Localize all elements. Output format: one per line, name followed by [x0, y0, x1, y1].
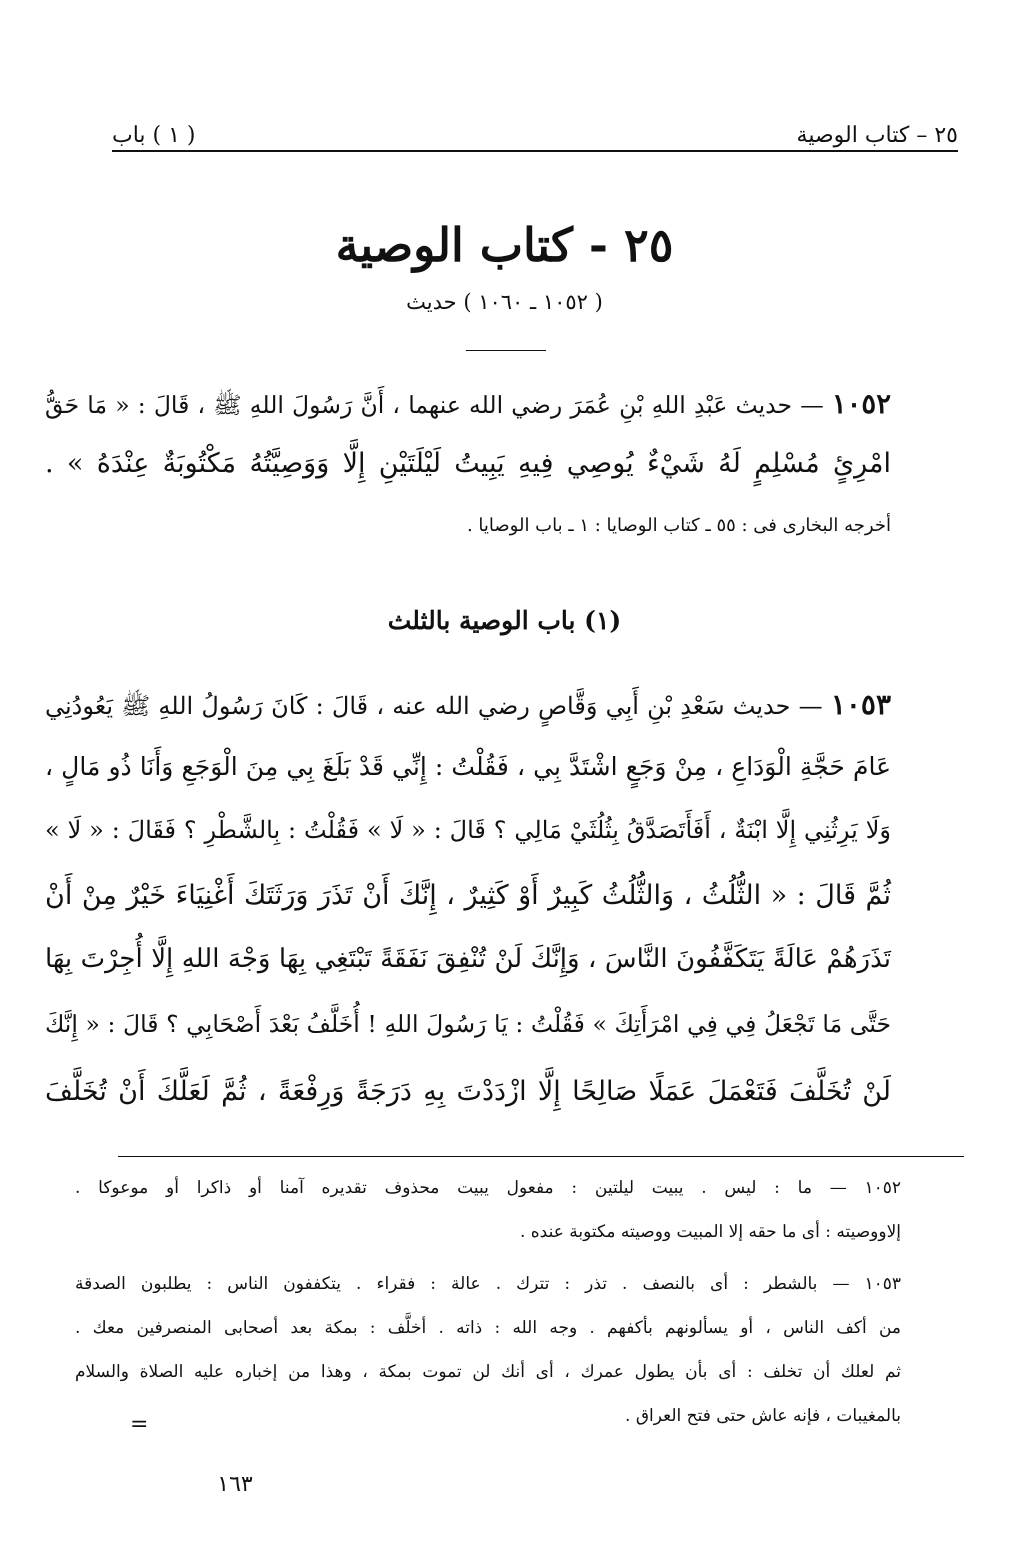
hadith-1053-line-1 [45, 688, 891, 726]
note-1053-line-4: بالمغيبات ، فإنه عاش حتى فتح العراق . [625, 1406, 901, 1426]
hadith-1053-line-5: تَذَرَهُمْ عَالَةً يَتَكَفَّفُونَ النَّاسَ ، وَإِنَّكَ لَنْ تُنْفِقَ نَفَقَةً تَبْتَغِي بِهَا وَجْهَ اللهِ إِلَّا أُجِرْتَ بِهَا [45, 944, 891, 974]
header-chapter: ٢٥ – كتاب الوصية [796, 123, 958, 148]
continuation-mark: = [130, 1412, 149, 1437]
hadith-1052-line-1 [45, 388, 891, 425]
hadith-1053-line-3: وَلَا يَرِثُنِي إِلَّا ابْنَةٌ ، أَفَأَتَصَدَّقُ بِثُلُثَيْ مَالِي ؟ قَالَ : « لَا » فَقُلْتُ : بِالشَّطْرِ ؟ فَقَالَ : « لَا » [45, 816, 891, 844]
hadith-1053-line-2: عَامَ حَجَّةِ الْوَدَاعِ ، مِنْ وَجَعٍ اشْتَدَّ بِي ، فَقُلْتُ : إِنِّي قَدْ بَلَغَ بِي مِنَ الْوَجَعِ وَأَنَا ذُو مَالٍ ، [45, 752, 891, 781]
hadith-1053-line-6: حَتَّى مَا تَجْعَلُ فِي فِي امْرَأَتِكَ » فَقُلْتُ : يَا رَسُولَ اللهِ ! أُخَلَّفُ بَعْدَ أَصْحَابِي ؟ قَالَ : « إِنَّكَ [45, 1010, 891, 1038]
hadith-1052-number: ١٠٥٢ [831, 388, 891, 420]
note-1053-line-3: ثم لعلك أن تخلف : أى بأن يطول عمرك ، أى أنك لن تموت بمكة ، وهذا من إخباره عليه الصلاة والسلام [75, 1362, 901, 1382]
section-title: (١) باب الوصية بالثلث [387, 606, 622, 635]
note-1052-line-2: إلاووصيته : أى ما حقه إلا المبيت ووصيته مكتوبة عنده . [519, 1222, 901, 1242]
title-divider [466, 350, 546, 351]
hadith-1053-line-7: لَنْ تُخَلَّفَ فَتَعْمَلَ عَمَلًا صَالِحًا إِلَّا ازْدَدْتَ بِهِ دَرَجَةً وَرِفْعَةً ، ثُمَّ لَعَلَّكَ أَنْ تُخَلَّفَ [45, 1076, 891, 1107]
hadith-1052-source: أخرجه البخارى فى : ٥٥ ـ كتاب الوصايا : ١ ـ باب الوصايا . [466, 515, 891, 536]
note-1053-line-2: من أكف الناس ، أو يسألونهم بأكفهم . وجه الله : ذاته . أخلَّف : بمكة بعد أصحابى المنصرفين معك . [75, 1318, 901, 1338]
hadith-1053-number: ١٠٥٣ [830, 688, 891, 721]
header-rule [112, 150, 958, 152]
footnotes-rule [118, 1156, 964, 1157]
note-1053-line-1: ١٠٥٣ — بالشطر : أى بالنصف . تذر : تترك . عالة : فقراء . يتكففون الناس : يطلبون الصدقة [75, 1274, 901, 1294]
hadith-1053-text: — حديث سَعْدِ بْنِ أَبِي وَقَّاصٍ رضي الله عنه ، قَالَ : كَانَ رَسُولُ اللهِ ﷺ يَعُودُنِي [45, 692, 823, 720]
page-number: ١٦٣ [217, 1472, 253, 1497]
chapter-subtitle: ( ١٠٥٢ ـ ١٠٦٠ ) حديث [406, 290, 603, 314]
note-1052-line-1: ١٠٥٢ — ما : ليس . يبيت ليلتين : مفعول يبيت محذوف تقديره آمنا أو ذاكرا أو موعوكا . [75, 1178, 901, 1198]
running-header [112, 104, 958, 148]
hadith-1052-line-2: امْرِئٍ مُسْلِمٍ لَهُ شَيْءٌ يُوصِي فِيهِ يَبِيتُ لَيْلَتَيْنِ إِلَّا وَوَصِيَّتُهُ مَكْتُوبَةٌ عِنْدَهُ » . [45, 448, 891, 479]
chapter-title: ٢٥ - كتاب الوصية [335, 218, 674, 272]
hadith-1052-text: — حديث عَبْدِ اللهِ بْنِ عُمَرَ رضي الله عنهما ، أَنَّ رَسُولَ اللهِ ﷺ ، قَالَ : « مَا حَقُّ [45, 391, 824, 419]
header-section: ( ١ ) باب [112, 123, 196, 148]
hadith-1053-line-4: ثُمَّ قَالَ : « الثُّلُثُ ، وَالثُّلُثُ كَبِيرٌ أَوْ كَثِيرٌ ، إِنَّكَ أَنْ تَذَرَ وَرَثَتَكَ أَغْنِيَاءَ خَيْرٌ مِنْ أَنْ [45, 880, 891, 911]
